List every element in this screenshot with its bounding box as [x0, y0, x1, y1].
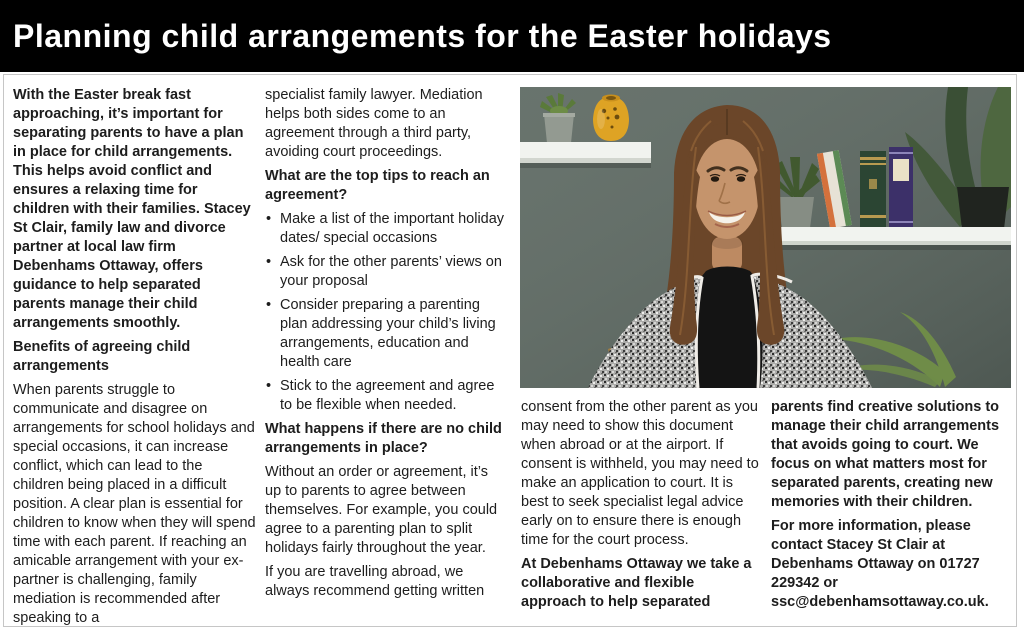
corner-plant-pot: [957, 187, 1009, 229]
subheading-top-tips: What are the top tips to reach an agreement?: [265, 168, 490, 203]
shelf-plant-pot: [778, 197, 814, 228]
tip-item: • Consider preparing a parenting plan addressing your child’s living arrangements, education and health care: [265, 296, 507, 372]
no-order-paragraph: Without an order or agreement, it’s up to parents to agree between themselves. For example, you could agree to a parenting plan to split holidays fairly throughout the year.: [265, 464, 498, 556]
column-3: [521, 398, 761, 617]
tips-list: [265, 210, 507, 415]
column-4: [771, 398, 1013, 617]
portrait-photo: [520, 87, 1011, 388]
masthead: [0, 0, 1024, 72]
benefits-paragraph: When parents struggle to communicate and disagree on arrangements for school holidays and special occasions, it can increase conflict, which can lead to the children being placed in a difficult position. A clear plan is essential for children to know when they will spend time with each parent. If reaching an amicable arrangement with your ex-partner is challenging, family mediation is recommended after speaking to a: [13, 382, 256, 626]
headline: Planning child arrangements for the Easter holidays: [13, 17, 832, 54]
consent-paragraph: consent from the other parent as you may need to show this document when abroad or at the airport. If consent is withheld, you may need to make an application to court. It is best to seek specialist legal advice early on to ensure there is enough time for the court process.: [521, 399, 759, 548]
tip-item: • Stick to the agreement and agree to be flexible when needed.: [265, 377, 507, 415]
tip-item: • Ask for the other parents’ views on your proposal: [265, 253, 507, 291]
subheading-benefits: Benefits of agreeing child arrangements: [13, 339, 191, 374]
closing-paragraph-start: At Debenhams Ottaway we take a collaborative and flexible approach to help separated: [521, 556, 752, 610]
left-shelf: [520, 142, 651, 168]
intro-paragraph: With the Easter break fast approaching, it’s important for separating parents to have a plan in place for child arrangements. This helps avoid conflict and ensures a relaxing time for children with their families. Stacey St Clair, family law and divorce partner at local law firm Debenhams Ottaway, offers guidance to help separated parents manage their child arrangements smoothly.: [13, 87, 251, 331]
subheading-no-arrangements: What happens if there are no child arrangements in place?: [265, 421, 502, 456]
column-1: [13, 86, 257, 633]
concrete-pot: [543, 113, 575, 143]
mediation-paragraph: specialist family lawyer. Mediation helps both sides come to an agreement through a third party, avoiding court proceedings.: [265, 87, 483, 160]
face: [694, 139, 760, 239]
portrait-photo-illustration: [520, 87, 1011, 388]
column-2: [265, 86, 507, 606]
tip-item: • Make a list of the important holiday dates/ special occasions: [265, 210, 507, 248]
travel-paragraph: If you are travelling abroad, we always recommend getting written: [265, 564, 485, 599]
contact-paragraph: For more information, please contact Stacey St Clair at Debenhams Ottaway on 01727 229342 or ssc@debenhamsottaway.co.uk.: [771, 518, 989, 610]
books: [817, 147, 913, 229]
right-shelf: [768, 227, 1011, 250]
closing-paragraph-end: parents find creative solutions to manage their child arrangements that avoids going to court. We focus on what matters most for separated parents, creating new memories with their children.: [771, 399, 1000, 510]
